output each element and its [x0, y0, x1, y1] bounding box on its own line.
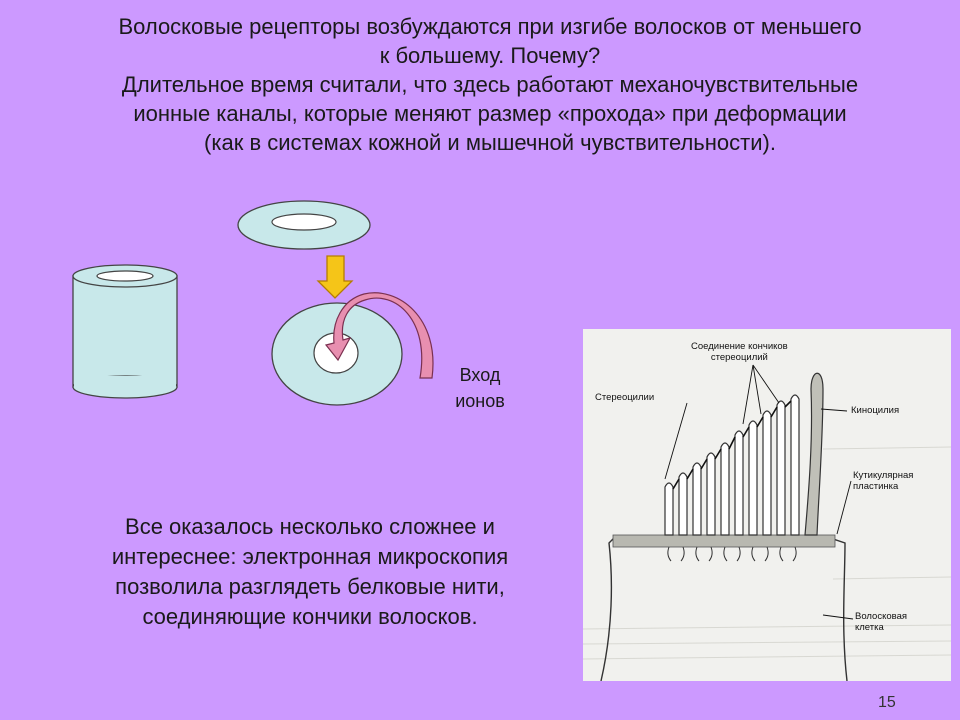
- tip-links-label-line: стереоцилий: [710, 352, 768, 363]
- kinocilium-label: Киноцилия: [851, 405, 900, 416]
- cuticular-plate-label-line: Кутикулярная: [853, 470, 914, 481]
- hair-cell-label: [855, 611, 907, 633]
- page-number: 15: [878, 694, 896, 711]
- ion-channel-cylinder: [73, 265, 177, 398]
- body-line: позволила разглядеть белковые нити,: [115, 574, 505, 599]
- body-line: Все оказалось несколько сложнее и: [125, 514, 495, 539]
- hair-cell-label-line: клетка: [855, 622, 884, 633]
- ion-entry-label-line: ионов: [455, 391, 505, 411]
- title-line: (как в системах кожной и мышечной чувствительности).: [204, 130, 776, 155]
- ion-entry-label: [440, 362, 520, 414]
- ion-entry-label-line: Вход: [459, 365, 501, 385]
- tip-links-label: [691, 341, 788, 363]
- cuticular-plate: [613, 535, 835, 547]
- down-arrow-icon: [318, 256, 352, 298]
- title-line: ионные каналы, которые меняют размер «прохода» при деформации: [133, 101, 847, 126]
- rootlets: [668, 547, 796, 561]
- kinocilium: [805, 373, 823, 535]
- hair-cell-micrograph: [583, 329, 951, 681]
- title-line: к большему. Почему?: [379, 43, 601, 68]
- stereocilia-label: Стереоцилии: [595, 392, 655, 403]
- cuticular-plate-label: [853, 470, 913, 492]
- cuticular-plate-label-line: пластинка: [853, 481, 899, 492]
- hair-cell-body: [601, 539, 847, 681]
- channel-disk-closed: [238, 201, 370, 249]
- title-line: Длительное время считали, что здесь работают механочувствительные: [121, 72, 859, 97]
- body-text: [50, 512, 570, 632]
- body-line: соединяющие кончики волосков.: [142, 604, 478, 629]
- tip-links: [673, 401, 791, 489]
- hair-cell-label-line: Волосковая: [855, 611, 908, 622]
- stereocilia-bundle: [665, 395, 799, 535]
- body-line: интереснее: электронная микроскопия: [111, 544, 509, 569]
- title-line: Волосковые рецепторы возбуждаются при изгибе волосков от меньшего: [118, 14, 862, 39]
- tip-links-label-line: Соединение кончиков: [691, 341, 788, 352]
